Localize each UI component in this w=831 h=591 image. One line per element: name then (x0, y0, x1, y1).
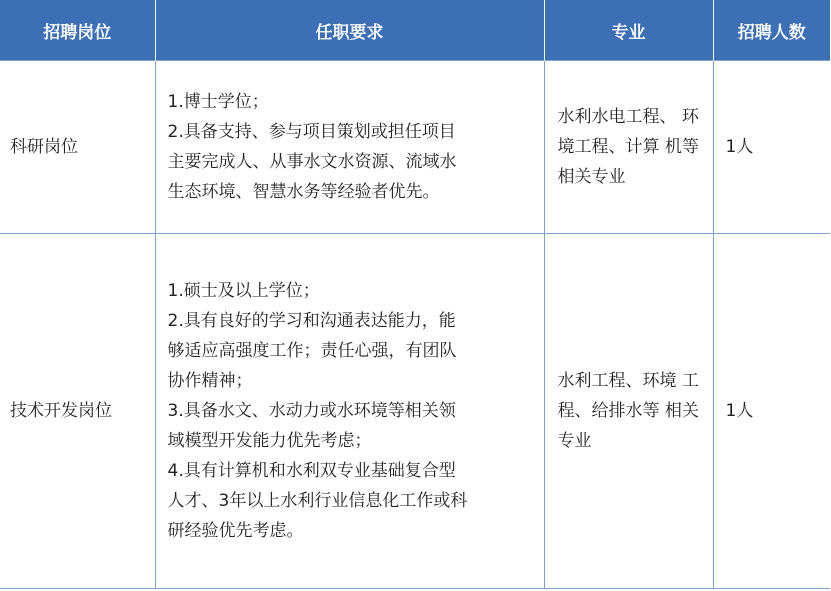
position-cell: 科研岗位 (0, 61, 155, 234)
count-cell: 1人 (713, 234, 830, 589)
requirement-line: 1.博士学位； (167, 92, 269, 112)
requirement-line: 2.具有良好的学习和沟通表达能力，能 (167, 311, 456, 331)
header-requirements: 任职要求 (155, 0, 544, 61)
requirement-line: 3.具备水文、水动力或水环境等相关领 (167, 401, 456, 421)
requirement-line: 生态环境、智慧水务等经验者优先。 (167, 182, 440, 202)
major-line: 水利水电工程、 (557, 107, 677, 127)
requirement-line: 协作精神； (167, 371, 253, 391)
header-count: 招聘人数 (713, 0, 830, 61)
major-line: 机等相关专业 (557, 137, 699, 187)
table-header-row (0, 0, 830, 61)
table-row (0, 234, 830, 589)
requirements-cell (155, 61, 544, 234)
requirement-line: 2.具备支持、参与项目策划或担任项目 (167, 122, 456, 142)
header-major: 专业 (544, 0, 713, 61)
requirement-line: 域模型开发能力优先考虑； (167, 431, 372, 451)
requirement-line: 1.硕士及以上学位； (167, 281, 320, 301)
requirement-line: 研经验优先考虑。 (167, 521, 304, 541)
major-cell (544, 61, 713, 234)
requirement-line: 4.具有计算机和水利双专业基础复合型 (167, 461, 456, 481)
requirement-line: 主要完成人、从事水文水资源、流域水 (167, 152, 457, 172)
header-position: 招聘岗位 (0, 0, 155, 61)
requirements-cell (155, 234, 544, 589)
major-line: 水利工程、环境 (557, 371, 677, 391)
requirement-line: 人才、3年以上水利行业信息化工作或科 (167, 491, 468, 511)
major-line: 相关专业 (557, 401, 699, 451)
requirement-line: 够适应高强度工作；责任心强，有团队 (167, 341, 457, 361)
position-cell: 技术开发岗位 (0, 234, 155, 589)
major-line: 工程、给排水等 (557, 371, 699, 421)
table-row (0, 61, 830, 234)
major-line: 环境工程、计算 (557, 107, 699, 157)
count-cell: 1人 (713, 61, 830, 234)
major-cell (544, 234, 713, 589)
